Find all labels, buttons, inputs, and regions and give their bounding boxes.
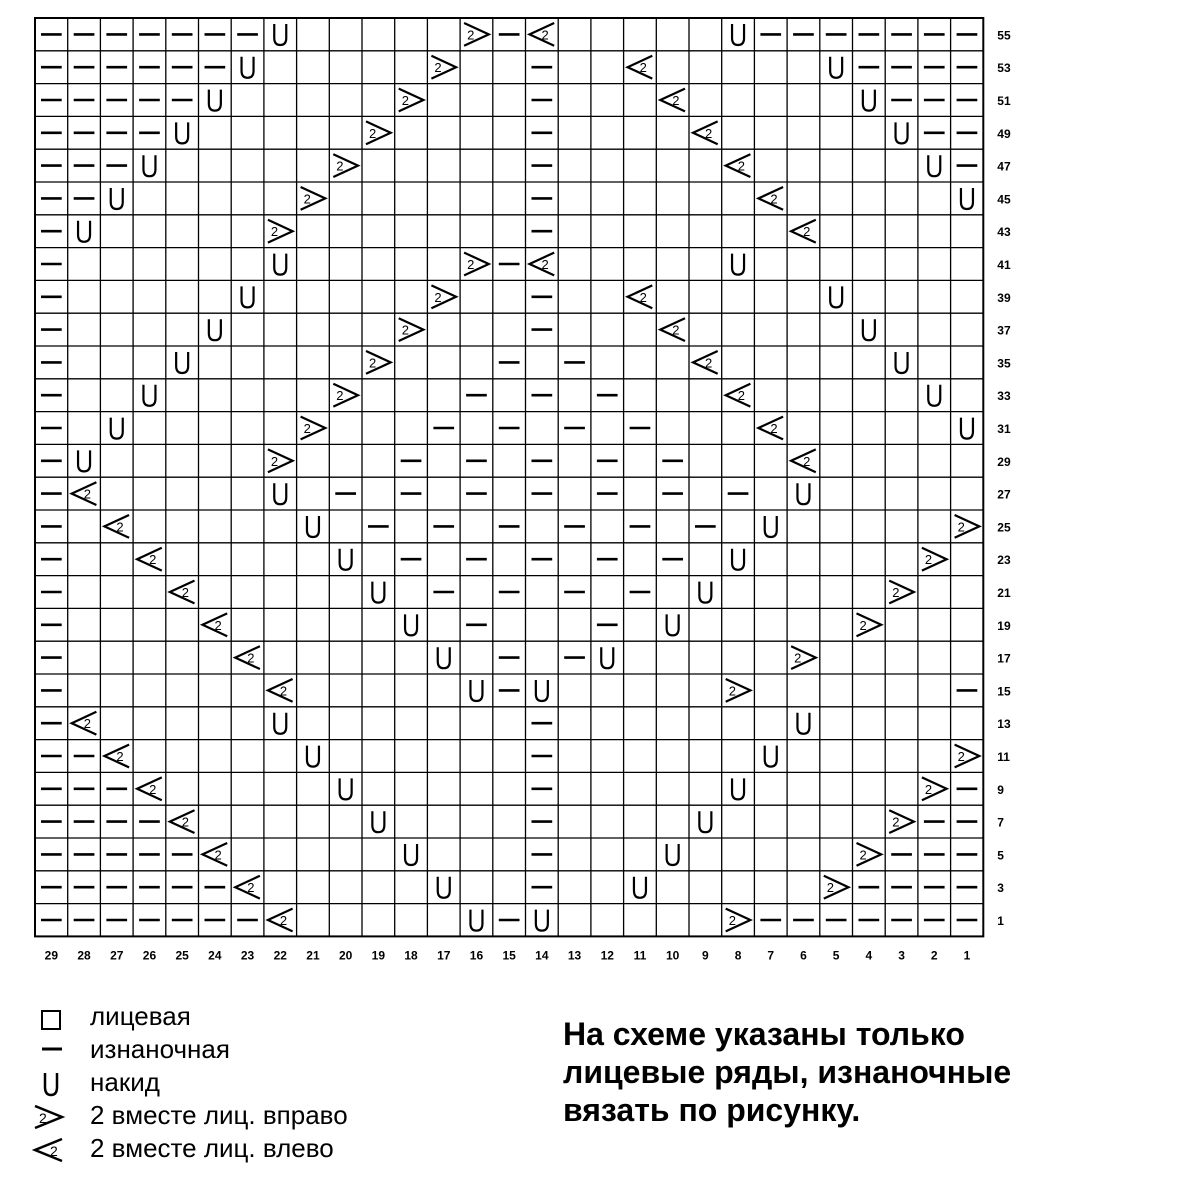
k2tog-right-digit: 2 xyxy=(826,880,835,896)
row-number-label: 47 xyxy=(997,159,1011,174)
k2tog-right-digit: 2 xyxy=(924,781,933,797)
row-number-label: 37 xyxy=(997,323,1011,338)
k2tog-left-digit: 2 xyxy=(737,388,745,404)
k2tog-left-digit: 2 xyxy=(83,486,91,502)
row-number-label: 5 xyxy=(997,848,1004,863)
k2tog-left-digit: 2 xyxy=(149,552,157,568)
k2tog-right-digit: 2 xyxy=(401,93,409,108)
column-number-label: 24 xyxy=(208,948,222,963)
k2tog-left-digit: 2 xyxy=(83,716,91,732)
row-numbers xyxy=(997,28,1011,928)
row-number-label: 27 xyxy=(997,487,1011,502)
column-number-label: 3 xyxy=(898,948,905,963)
column-number-label: 2 xyxy=(930,948,938,963)
legend-label-k2tog-left: 2 вместе лиц. влево xyxy=(90,1133,334,1163)
legend-label-knit: лицевая xyxy=(90,1001,191,1031)
row-number-label: 31 xyxy=(997,422,1011,436)
k2tog-right-digit: 2 xyxy=(303,191,311,207)
yarn-over-icon xyxy=(30,1068,74,1098)
row-number-label: 13 xyxy=(997,717,1011,732)
row-number-label: 23 xyxy=(997,553,1011,568)
k2tog-right-digit: 2 xyxy=(794,650,802,666)
k2tog-left-digit: 2 xyxy=(672,93,680,108)
k2tog-left-digit: 2 xyxy=(149,781,157,797)
k2tog-right-digit: 2 xyxy=(270,453,279,469)
row-number-label: 33 xyxy=(997,389,1011,404)
k2tog-left-digit: 2 xyxy=(214,617,222,633)
k2tog-left-digit: 2 xyxy=(279,913,288,928)
k2tog-right-digit: 2 xyxy=(336,158,344,174)
row-number-label: 55 xyxy=(997,28,1011,43)
k2tog-right-digit: 2 xyxy=(369,355,377,371)
k2tog-left-digit: 2 xyxy=(770,191,778,207)
k2tog-left-digit: 2 xyxy=(639,60,647,76)
k2tog-right-digit: 2 xyxy=(434,60,442,76)
legend-label-yarn-over: накид xyxy=(90,1067,160,1097)
row-number-label: 17 xyxy=(997,651,1011,666)
column-number-label: 5 xyxy=(832,948,840,963)
k2tog-right-digit: 2 xyxy=(924,552,933,568)
column-number-label: 14 xyxy=(535,948,549,963)
k2tog-left-icon xyxy=(30,1134,74,1164)
row-number-label: 51 xyxy=(997,94,1011,108)
k2tog-right-digit: 2 xyxy=(434,289,442,305)
column-number-label: 25 xyxy=(175,948,189,963)
k2tog-right-digit: 2 xyxy=(336,388,344,404)
k2tog-left-digit: 2 xyxy=(705,355,713,371)
k2tog-left-digit: 2 xyxy=(803,453,811,469)
column-number-label: 8 xyxy=(734,948,742,963)
k2tog-right-digit: 2 xyxy=(467,257,475,272)
k2tog-left-digit: 2 xyxy=(214,847,222,863)
k2tog-right-digit: 2 xyxy=(270,224,279,240)
k2tog-left-digit: 2 xyxy=(116,749,124,764)
k2tog-right-digit: 2 xyxy=(892,814,900,830)
column-number-label: 6 xyxy=(800,948,807,963)
k2tog-right-digit: 2 xyxy=(467,27,475,43)
column-number-label: 15 xyxy=(502,948,516,963)
column-number-label: 1 xyxy=(963,948,971,963)
legend xyxy=(30,1000,510,1165)
legend-label-purl: изнаночная xyxy=(90,1034,230,1064)
legend-item-yarn-over xyxy=(30,1066,510,1099)
column-numbers xyxy=(45,948,971,962)
row-number-label: 1 xyxy=(997,914,1004,928)
legend-item-k2tog-right xyxy=(30,1099,510,1132)
k2tog-right-digit: 2 xyxy=(401,322,409,338)
column-number-label: 10 xyxy=(665,948,680,963)
column-number-label: 22 xyxy=(273,948,287,963)
k2tog-left-digit: 2 xyxy=(541,27,549,43)
chart-note xyxy=(563,1015,1183,1129)
legend-item-k2tog-left xyxy=(30,1132,510,1165)
k2tog-left-digit: 2 xyxy=(181,814,190,830)
column-number-label: 20 xyxy=(338,948,353,963)
svg-text:2: 2 xyxy=(39,1110,47,1126)
row-number-label: 15 xyxy=(997,684,1011,699)
k2tog-left-digit: 2 xyxy=(803,224,811,240)
row-number-label: 11 xyxy=(997,750,1010,764)
column-number-label: 4 xyxy=(865,948,873,963)
column-number-label: 21 xyxy=(306,948,320,963)
k2tog-left-digit: 2 xyxy=(116,519,124,535)
column-number-label: 28 xyxy=(77,948,91,963)
k2tog-left-digit: 2 xyxy=(181,585,190,600)
legend-label-k2tog-right: 2 вместе лиц. вправо xyxy=(90,1100,348,1130)
k2tog-right-digit: 2 xyxy=(728,683,736,699)
k2tog-left-digit: 2 xyxy=(672,322,680,338)
k2tog-left-digit: 2 xyxy=(770,421,778,436)
column-number-label: 11 xyxy=(633,948,647,963)
note-line-2: лицевые ряды, изнаночные xyxy=(563,1054,1012,1090)
column-number-label: 16 xyxy=(469,948,484,963)
column-number-label: 13 xyxy=(567,948,582,963)
row-number-label: 3 xyxy=(997,881,1004,896)
k2tog-left-digit: 2 xyxy=(705,125,713,141)
k2tog-right-digit: 2 xyxy=(957,749,965,764)
k2tog-right-digit: 2 xyxy=(957,519,965,535)
row-number-label: 41 xyxy=(997,258,1011,272)
column-number-label: 27 xyxy=(110,948,124,963)
row-number-label: 25 xyxy=(997,520,1011,535)
k2tog-left-digit: 2 xyxy=(247,880,255,896)
k2tog-right-digit: 2 xyxy=(728,913,736,928)
column-number-label: 23 xyxy=(240,948,255,963)
column-number-label: 7 xyxy=(767,948,775,963)
row-number-label: 43 xyxy=(997,225,1011,240)
k2tog-right-digit: 2 xyxy=(859,847,867,863)
row-number-label: 7 xyxy=(997,815,1004,830)
knit-square-icon xyxy=(30,1002,74,1032)
row-number-label: 21 xyxy=(997,586,1011,600)
k2tog-right-digit: 2 xyxy=(369,125,377,141)
purl-dash-icon xyxy=(30,1035,74,1065)
note-line-3: вязать по рисунку. xyxy=(563,1092,861,1128)
row-number-label: 9 xyxy=(997,782,1004,797)
note-line-1: На схеме указаны только xyxy=(563,1016,965,1052)
column-number-label: 19 xyxy=(371,948,386,963)
svg-text:2: 2 xyxy=(50,1143,58,1159)
row-number-label: 39 xyxy=(997,290,1011,305)
row-number-label: 35 xyxy=(997,356,1011,371)
k2tog-left-digit: 2 xyxy=(639,289,647,305)
k2tog-left-digit: 2 xyxy=(247,650,255,666)
column-number-label: 18 xyxy=(404,948,418,963)
legend-item-purl xyxy=(30,1033,510,1066)
column-number-label: 26 xyxy=(142,948,157,963)
k2tog-right-digit: 2 xyxy=(303,421,311,436)
column-number-label: 17 xyxy=(437,948,451,963)
column-number-label: 12 xyxy=(600,948,614,963)
k2tog-left-digit: 2 xyxy=(737,158,745,174)
k2tog-left-digit: 2 xyxy=(541,257,549,272)
k2tog-left-digit: 2 xyxy=(279,683,288,699)
row-number-label: 49 xyxy=(997,126,1011,141)
row-number-label: 29 xyxy=(997,454,1011,469)
row-number-label: 53 xyxy=(997,61,1011,76)
row-number-label: 45 xyxy=(997,192,1011,207)
column-number-label: 9 xyxy=(702,948,709,963)
legend-item-knit xyxy=(30,1000,510,1033)
k2tog-right-digit: 2 xyxy=(892,585,900,600)
k2tog-right-digit: 2 xyxy=(859,617,867,633)
column-number-label: 29 xyxy=(44,948,59,963)
row-number-label: 19 xyxy=(997,618,1011,633)
k2tog-right-icon xyxy=(30,1101,74,1131)
